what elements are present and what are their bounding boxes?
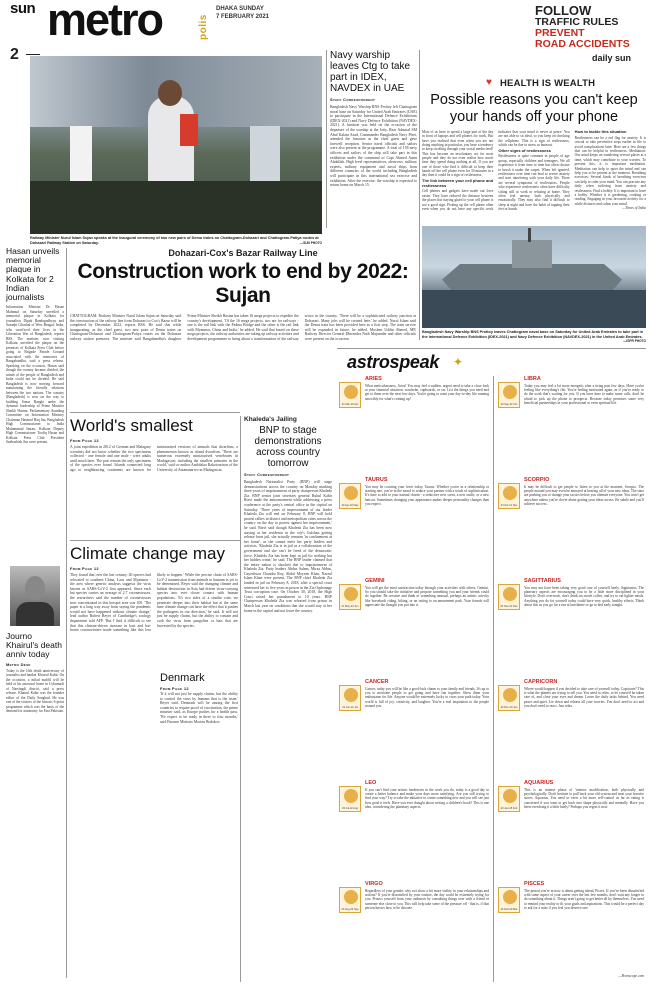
brand-polis: polis: [198, 14, 209, 40]
traffic-promo: [535, 4, 645, 72]
zodiac-text: Regardless of your gender, why not show a bit more virility in your relationships and actions? If you're dissatisfied by your routine, the day could be extremely trying for you. Protect yourself from your outbursts by consulting things over with a friend or someone else close to you. This will help take some of the pressure off - that is, if that person knows how to be discrete.: [365, 889, 489, 910]
dohazari-headline: Construction work to end by 2022: Sujan: [77, 260, 409, 307]
zodiac-dates: 19 Feb-20 Mar: [500, 908, 518, 911]
zodiac-name: TAURUS: [365, 477, 388, 483]
masthead-city: DHAKA SUNDAY: [216, 6, 264, 12]
hr-climate: [70, 540, 240, 541]
zodiac-glyph: [503, 688, 517, 702]
denmark-from: From Page 12: [160, 686, 189, 691]
health-sub2: Other signs of restlessness: [498, 147, 551, 153]
zodiac-glyph: [503, 890, 517, 904]
zodiac-glyph: [344, 385, 358, 399]
dohazari-body: CHATTOGRAM: Railway Minister Nurul Islam Sujan on Saturday said the construction of the railway line from Dohazari to Cox's Bazar will be completed by December 2022, reports BSS. He said this while inaugurating, as the chief guest, two new pairs of Demu trains on Chattogram-Dohazari and Chattogram-Patiya routes on the Dohazari railway station premises. The minister said Bangabandhu's daughter Prime Minister Sheikh Hasina has taken 16 mega projects to expedite the country's development. 'Of the 16 mega projects, two are for railways - one is the rail link with the Padma Bridge and the other is the rail link with Myanmar, China and India,' he added. He said that based on these mega projects, the railway authorities are taking up railway activities and development programmes to bring about a transformation of the railway sector in the country. 'There will be a sophisticated railway junction at Dohazari. Many jobs will be created here,' he added. Nurul Islam said the Demu train has been provided here as a first step. The train service will be expanded in future, he added. Moslem Uddin Ahmed, MP, Railway Director General Dhirendra Nath Majumder and other officials were present on the occasion.: [70, 314, 416, 341]
zodiac-dates: 20 Jan-18 Feb: [500, 807, 518, 810]
hr-astro: [337, 348, 646, 349]
navy-byline: Staff Correspondent: [330, 97, 376, 102]
astro-logo: [347, 352, 447, 374]
photo-railway-minister: [30, 56, 322, 234]
zodiac-icon-taurus: [339, 483, 361, 509]
zodiac-icon-libra: [498, 382, 520, 408]
zodiac-glyph: [344, 789, 358, 803]
journo-headline: Journo Khairul's death anniv today: [6, 631, 62, 660]
navy-headline: Navy warship leaves Ctg to take part in IDEX, NAVDEX in UAE: [330, 50, 411, 94]
zodiac-glyph: [344, 486, 358, 500]
page-number: 2: [10, 46, 19, 63]
zodiac-name: GEMINI: [365, 578, 385, 584]
astro-column-2: [496, 376, 646, 982]
zodiac-name: VIRGO: [365, 881, 383, 887]
health-p2: Restlessness is quite common in people of age group, especially children and teenagers. We all experience it from time to time but often choose to brush it under the carpet. When left ignored, restlessness over time can lead to severe anxiety and start interfering with your daily life. There are several symptoms of restlessness. People who experience restlessness often have difficulty sitting still at work or relaxing at home. They often feel uneasy, both physically and emotionally. They may also find it difficult to sleep at night and have the habit of tapping their feet or hands.: [498, 154, 570, 212]
promo-brand: daily sun: [591, 53, 631, 63]
health-credit: —Times of India: [622, 206, 646, 211]
zodiac-text: It may be difficult to get people to listen to you at the moment, Scorpio. The people around you may even be annoyed at hearing all of your new ideas. The stars are pushing you to change your tactics before you alienate everyone. You won't get anywhere unless you're clever about getting your ideas across. Be subtle and you'll achieve success.: [524, 485, 644, 506]
zodiac-dates: 23 Sep-22 Oct: [500, 403, 518, 406]
zodiac-text: You will get the most satisfaction today through your activities with others, Gemini. So you should take the initiative and propose something you and your friends could do together. Be creative and think of something unusual, perhaps an artistic activity like horseback riding, hiking, or an outing to an amusement park. Your friends will appreciate the thought you put into it.: [365, 586, 489, 607]
rule-1: [66, 248, 67, 978]
zodiac-name: LIBRA: [524, 376, 541, 382]
zodiac-icon-capricorn: [498, 685, 520, 711]
zodiac-name: PISCES: [524, 881, 545, 887]
rule-2: [240, 416, 241, 982]
zodiac-glyph: [344, 688, 358, 702]
zodiac-icon-aries: [339, 382, 361, 408]
horoscope-leo: [337, 780, 491, 879]
bnp-byline: Staff Correspondent: [244, 472, 290, 477]
zodiac-text: This is an intense phase of 'interior modification, both physically and psychologically. Don't hesitate to pull back your old system and treat your favorite stores. Aquarius. You need to exert a bit more self-control as far as eating is concerned if you want to get back into shape physically and mentally. Have you been overdoing it a little lately? Perhaps you regret it now.: [524, 788, 644, 809]
navy-story: [330, 50, 417, 273]
zodiac-name: SAGITTARIUS: [524, 578, 561, 584]
horoscope-sagittarius: [496, 578, 646, 677]
journo-body: Today is the 16th death anniversary of journalist and banker Khairul Kabir. On the occasion, a milad mahfil will be held at his ancestral home in Uchumadi of Narsingdi district, said a press release. Khairul Kabir was the founder editor of the Daily Songbad. He was one of the visitors of the historic 6-point programme which was the basis of the demand for autonomy for East Pakistan.: [6, 668, 64, 714]
hasan-headline: Hasan unveils memorial plaque in Kolkata for 2 Indian journalists: [6, 246, 60, 303]
bnp-kicker: Khaleda's Jailing: [244, 416, 297, 423]
zodiac-glyph: [344, 890, 358, 904]
health-sub3: How to tackle this situation: [574, 130, 627, 134]
zodiac-dates: 21 Jun-22 Jul: [342, 706, 358, 709]
bnp-headline: BNP to stage demonstrations across country tomorrow: [254, 425, 322, 469]
zodiac-dates: 21 Mar-19 Apr: [341, 403, 359, 406]
climate-headline: Climate change may: [70, 544, 225, 563]
zodiac-glyph: [344, 587, 358, 601]
astro-star-icon: ✦: [453, 355, 464, 369]
zodiac-dates: 22 Nov-21 Dec: [500, 605, 518, 608]
horoscope-aries: [337, 376, 491, 475]
zodiac-text: You may not have been taking very good care of yourself lately, Sagittarius. The planetary aspects are encouraging you to be a little more disciplined in your lifestyle. Don't overwork, don't drink too much coffee, and try to eat lighter meals. Anything you do for yourself today could have very quick, healthy effects. Think about this as you go for a run at lunchtime or go to bed early tonight.: [524, 586, 644, 607]
worlds-body: A joint expedition in 2012 of German and Malagasy scientists did not know whether the two specimens collected - one female and one male - were adults until much later. The pair remain the only specimens of the species ever found. Islands connected long ago to neighbouring continents are known for miniaturised versions of animals that dwarfism, a phenomenon known as island dwarfism. 'There are numerous extremely miniaturised vertebrates in Madagascar, including the smallest primates in the world,' said co-author Andolalao Rakotoarison of the University of Antananarivo in Madagascar.: [70, 445, 238, 472]
zodiac-icon-scorpio: [498, 483, 520, 509]
astro-credit: —Horoscope.com: [618, 974, 644, 978]
climate-story: [70, 544, 238, 724]
horoscope-taurus: [337, 477, 491, 576]
zodiac-icon-aquarius: [498, 786, 520, 812]
zodiac-dates: 20 Apr-20 May: [341, 504, 359, 507]
photo-navy-warship: [422, 226, 646, 328]
dohazari-kicker: Dohazari-Cox's Bazar Railway Line: [168, 248, 318, 258]
zodiac-name: ARIES: [365, 376, 382, 382]
zodiac-glyph: [503, 385, 517, 399]
promo-traffic: TRAFFIC RULES: [535, 16, 619, 28]
zodiac-dates: 23 Jul-22 Aug: [342, 807, 358, 810]
denmark-headline: Denmark: [160, 672, 205, 684]
zodiac-name: AQUARIUS: [524, 780, 554, 786]
zodiac-icon-leo: [339, 786, 361, 812]
journo-photo: [10, 566, 60, 626]
zodiac-dates: 22 Dec-19 Jan: [500, 706, 518, 709]
bnp-body: Bangladesh Nationalist Party (BNP) will stage demonstrations across the country on Monday marking three years of imprisonment of party chairperson Khaleda Zia. BNP senior joint secretary general Ruhul Kabir Rizvi made the announcement while addressing a press conference at the party's central office in the capital on Saturday. 'Three years of imprisonment of our leader Khaleda Zia will end on February 8. BNP will hold protest rallies in district and metropolitan cities across the country on the day to protest against her imprisonment,' he said. Rizvi said though Khaleda Zia has been now staying at her residence in the city's Gulshan getting release from jail, she actually remains 'in confinement at her home', as she cannot meet her party leaders and activists. 'Khaleda Zia is in jail as a collaboration of the government and she can't be freed of the democratic force. Khaleda Zia has been kept in jail for nothing but her hidden crime,' he said. The BNP leader claimed that the entire nation is shocked due to imprisonment of Khaleda Zia. Party leaders Abdus Salam, Mirza Abbas, Gayeshwar Chandra Roy, Abdul Moyeen Khan, Nazrul Islam Khan were present. The BNP chief Khaleda Zia landed in jail on February 8, 2018, after a special court sentenced her to five years in prison in the Zia Orphanage Trust corruption case. On October 30, 2018, the High Court raised her punishment to 10 years. BNP Chairperson Khaleda Zia was released from prison in March last year on conditions that she would stay at her home in the capital and not leave the country.: [244, 480, 332, 613]
rule-3: [326, 50, 327, 228]
promo-follow: FOLLOW: [535, 3, 592, 18]
zodiac-icon-gemini: [339, 584, 361, 610]
photo2-caption-text: Bangladesh Navy Warship BNS Prottoy leaves Chattogram naval base on Saturday for United Arab Emirates to take part in the International Defence Exhibition (IDEX-2021) and Navy Defence Exhibition (NAVDEX-2021) in the United Arab Emirates.: [422, 330, 644, 339]
horoscope-aquarius: [496, 780, 646, 879]
worlds-story: [70, 416, 238, 541]
horoscope-libra: [496, 376, 646, 475]
masthead-date: 7 FEBRUARY 2021: [216, 14, 270, 20]
zodiac-name: LEO: [365, 780, 377, 786]
worlds-from: From Page 12: [70, 438, 99, 443]
photo1-credit: —SUN PHOTO: [299, 240, 322, 245]
masthead-rule: [26, 54, 40, 55]
astro-column-1: [337, 376, 491, 982]
bnp-story: [244, 416, 332, 978]
photo1-caption-text: Railway Minister Nurul Islam Sujan speaks at the inaugural ceremony of two new pairs of Demu trains on Chattogram-Dohazari and Chattogram-Patiya routes at Dohazari Railway Station on Saturday.: [30, 236, 319, 245]
zodiac-icon-cancer: [339, 685, 361, 711]
worlds-headline: World's smallest: [70, 416, 193, 435]
zodiac-text: The period you're in now is about getting ahead, Pisces. If you've been dissatisfied with some aspect of your career over the last few months, don't wait any longer to do something about it. Things aren't going to get better all by themselves. You need to remind your reality to fit your goals and aspirations. This would be a perfect day to ask for a raise if you feel you deserve one.: [524, 889, 644, 910]
brand-sun: sun: [10, 0, 36, 17]
denmark-body: 'If it will not just be supply chains, but the ability to control the virus by humans that is the issue,' Beyer said. Denmark will be among the first countries to require proof of vaccination, the prime minister said, as Europe pushes for a health pass. 'We expect to be ready in three to four months,' said Finance Minister Morten Bodskov.: [160, 692, 238, 724]
zodiac-dates: 23 Aug-22 Sep: [341, 908, 359, 911]
zodiac-name: CANCER: [365, 679, 389, 685]
horoscope-gemini: [337, 578, 491, 677]
hasan-story: [6, 247, 64, 615]
zodiac-glyph: [503, 486, 517, 500]
climate-body: They found that over the last century, 40 species had relocated to southern China, Laos and Myanmar - the area where genetic analysis suggests the virus known as SARS-CoV-2 first appeared. Since each bat species carries an average of 2.7 coronaviruses, the researchers said the number of coronaviruses now concentrated in this hotspot area was 100. 'The paper is a long way away from saying the pandemic would not have happened without climate change,' lead author Robert Beyer of Cambridge's zoology department told AFP. 'But I find it difficult to see that this climate-driven increase in bats and bat-borne coronaviruses made something like this less likely to happen.' While the precise chain of SARS-CoV-2 transmission from animals to humans is yet to be determined, Beyer said the changing climate and habitat destruction in Asia had driven virus-carrying species into ever closer contact with human populations. 'It's two sides of a similar coin; we penetrate deeper into their habitat but at the same time climate change can have the effect that it pushes the pathogens in our direction,' he said. It will not just be supply chains, but the ability to contain and curb the virus from pangolins or bats that are harvested by the species.: [70, 573, 238, 633]
hasan-body: Information Minister Dr Hasan Mahmud on Saturday unveiled a memorial plaque in Kolkata for journalists Dipak Bandopadhyay and Suranjit Ghoshal of West Bengal, India, who sacrificed their lives in the Liberation War of Bangladesh, reports BSS. The minister, now visiting Kolkata, unveiled the plaque on the premises of Kolkata Press Club before going to Brigade Parade Ground associated with the memories of Bangabandhu, said a press release. Speaking on the occasion, Hasan said though the country became divided, the minds of the people of Bangladesh and India could not be divided. He said Bangladesh is now moving forward maintaining the friendly relations between the two nations. The country (Bangladesh) is now on the way to building Sonar Bangla under the dynamic leadership of Prime Minister Sheikh Hasina. Parliamentary Standing Committee on Information Ministry Chairman Hasanul Haq Inu, Bangladesh High Commissioner to India Muhammad Imran, Kolkata Deputy High Commissioner Toufiq Hasan and Kolkata Press Club President Snehashish Sur were present.: [6, 305, 64, 445]
health-p1: Cell phones and gadgets have made our lives easier. They have reduced the distance between the places but staying glued to your cell phone is not a good sign. Picking up the cell phone often even when you do not have any specific work indicates that your mind is never at peace. You are not able to sit ideal, so you keep on checking the cellphone. This is a sign of restlessness, which can be due to stress or burnout.: [422, 130, 570, 211]
hr-top: [70, 412, 240, 413]
zodiac-name: SCORPIO: [524, 477, 550, 483]
horoscope-pisces: [496, 881, 646, 980]
rule-4: [419, 50, 420, 340]
zodiac-text: If you can't find your artistic tendencies in the work you do, today is a good day to create a better balance and make your days more satisfying. Are you still trying to find your way? Try to take the initiative to create something new and you will see just how good it feels. Have you ever thought about writing a children's book? This is one idea, considering the planetary aspects.: [365, 788, 489, 809]
photo1-caption: [30, 236, 322, 245]
journo-byline: Metro Desk: [6, 661, 31, 667]
brand-metro: metro: [47, 0, 163, 45]
zodiac-icon-virgo: [339, 887, 361, 913]
navy-body: Bangladesh Navy Warship BNS Prottoy left Chattogram naval base on Saturday for United Arab Emirates (UAE) to participate in the International Defence Exhibitions (IDEX-2021) and Navy Defence Exhibition (NAVDEX-2021). A function was held on the occasion of the departure of the warship at the Jetty. Rear Admiral SM Abul Kalam Azad, Commander Bangladesh Navy Fleet, attended the function as the chief guest and gave farewell reception. Senior naval officials and sailors were also present at the programme. A total of 158 navy officers and sailors of the ship will take part in this exhibition under the command of Capt Ahmed Amin Abdullah. High level representatives, observers, military experts, military equipment and naval ships from different countries of the world including Bangladesh will participate in this international sea exercise and exhibition. After the exercise, the warship is expected to return home on March 15.: [330, 105, 417, 188]
health-sub1: The link between your cell phone and restlessness: [422, 177, 494, 188]
journo-story: [6, 566, 64, 767]
zodiac-icon-pisces: [498, 887, 520, 913]
zodiac-glyph: [503, 789, 517, 803]
health-headline: Possible reasons you can't keep your hands off your phone: [430, 92, 638, 125]
horoscope-capricorn: [496, 679, 646, 778]
horoscope-scorpio: [496, 477, 646, 576]
rule-5: [493, 376, 494, 982]
health-intro: Most of us have to spend a large part of the day in front of laptops and cell phones for work. But have you realised that even when you are not doing anything in particular, you have a tendency to keep scrolling through your social media feed? This has become an involuntary act for most people and they do not even realise how much time they spend doing nothing at all. If you are one of those who find it difficult to keep their hands off the cell phone even for 30 minutes in a day then it could be a sign of restlessness.: [422, 130, 494, 178]
zodiac-dates: 21 May-20 Jun: [341, 605, 359, 608]
zodiac-text: You may be courting your lover today, Taurus. Whether you're in a relationship or starting one, you're in the mood to seduce your partner with a touch of sophistication. It's time to add to your natural charm - a seductive new scent, a new outfit, or a new haircut. Sometimes changing your appearance makes deeper personality changes than you expect.: [365, 485, 489, 506]
zodiac-text: Today you may feel a lot more energetic after a tiring past few days. Have you're feeling like everything's flat. You're feeling motivated again, as if you're ready to do the work that's waiting for you. If you have time to make some calls, don't be afraid to pick up the phone to prospects. Because today promises some very beneficial partnerships in your professional or even spiritual life.: [524, 384, 644, 405]
photo2-caption: [422, 330, 646, 344]
promo-prevent: PREVENT: [535, 27, 585, 39]
health-heart-icon: ♥: [486, 77, 492, 88]
horoscope-cancer: [337, 679, 491, 778]
zodiac-glyph: [503, 587, 517, 601]
zodiac-text: What meticulousness, Aries! You may feel a sudden, urgent need to take a close look at your financial situation, wardrobe, cupboards, or car. List the things you need and get to them over the next few days. You're going to want your day-to-day life running smoothly for what's coming up!: [365, 384, 489, 401]
zodiac-text: Cancer, today you will be like a good-luck charm to your family and friends. It's up to you to motivate people to get going and have fun together. Show them your enthusiasm for life. Anyone would be extremely lucky to cross your path today. Your world is full of joy, creativity, and laughter. You're a real inspiration to the people around you.: [365, 687, 489, 708]
health-label: HEALTH IS WEALTH: [500, 78, 596, 89]
horoscope-virgo: [337, 881, 491, 980]
promo-road: ROAD ACCIDENTS: [535, 38, 630, 50]
astro-logo-text: astrospeak: [347, 352, 440, 372]
zodiac-dates: 23 Oct-21 Nov: [500, 504, 518, 507]
zodiac-name: CAPRICORN: [524, 679, 558, 685]
photo2-credit: —ISPR PHOTO: [623, 339, 646, 344]
zodiac-text: Where would happen if you decided to take care of yourself today, Capricorn? This is what the planets are trying to tell you. You need to relax, to let yourself be taken care of, and close your eyes and dream. Leave the daily tasks behind. You need peace and quiet. Lie down and release all your worries. You don't need to act and you don't need to react. Just relax.: [524, 687, 644, 708]
climate-from: From Page 12: [70, 566, 99, 571]
health-p3: Restlessness can be a red flag for anxiety. It is crucial to take preventive steps earlier in life to avoid complications later. Here are a few things that can be helpful in restlessness. Meditation: Our mind keeps on wandering several places at a time, which may contribute to your worries. To prevent this, it is important meditation. Meditation can help to quiet the mind and can help you to be present at the moment. Breathing exercises: Several kinds of breathing exercises can help to calm your mind. You can practise any daily when suffering from anxiety and restlessness. Find a hobby: It is important to have a hobby. Whether it is gardening, cooking or reading. Engaging in your favourite activity for a while distracts and calms your mind.: [574, 135, 646, 206]
zodiac-icon-sagittarius: [498, 584, 520, 610]
